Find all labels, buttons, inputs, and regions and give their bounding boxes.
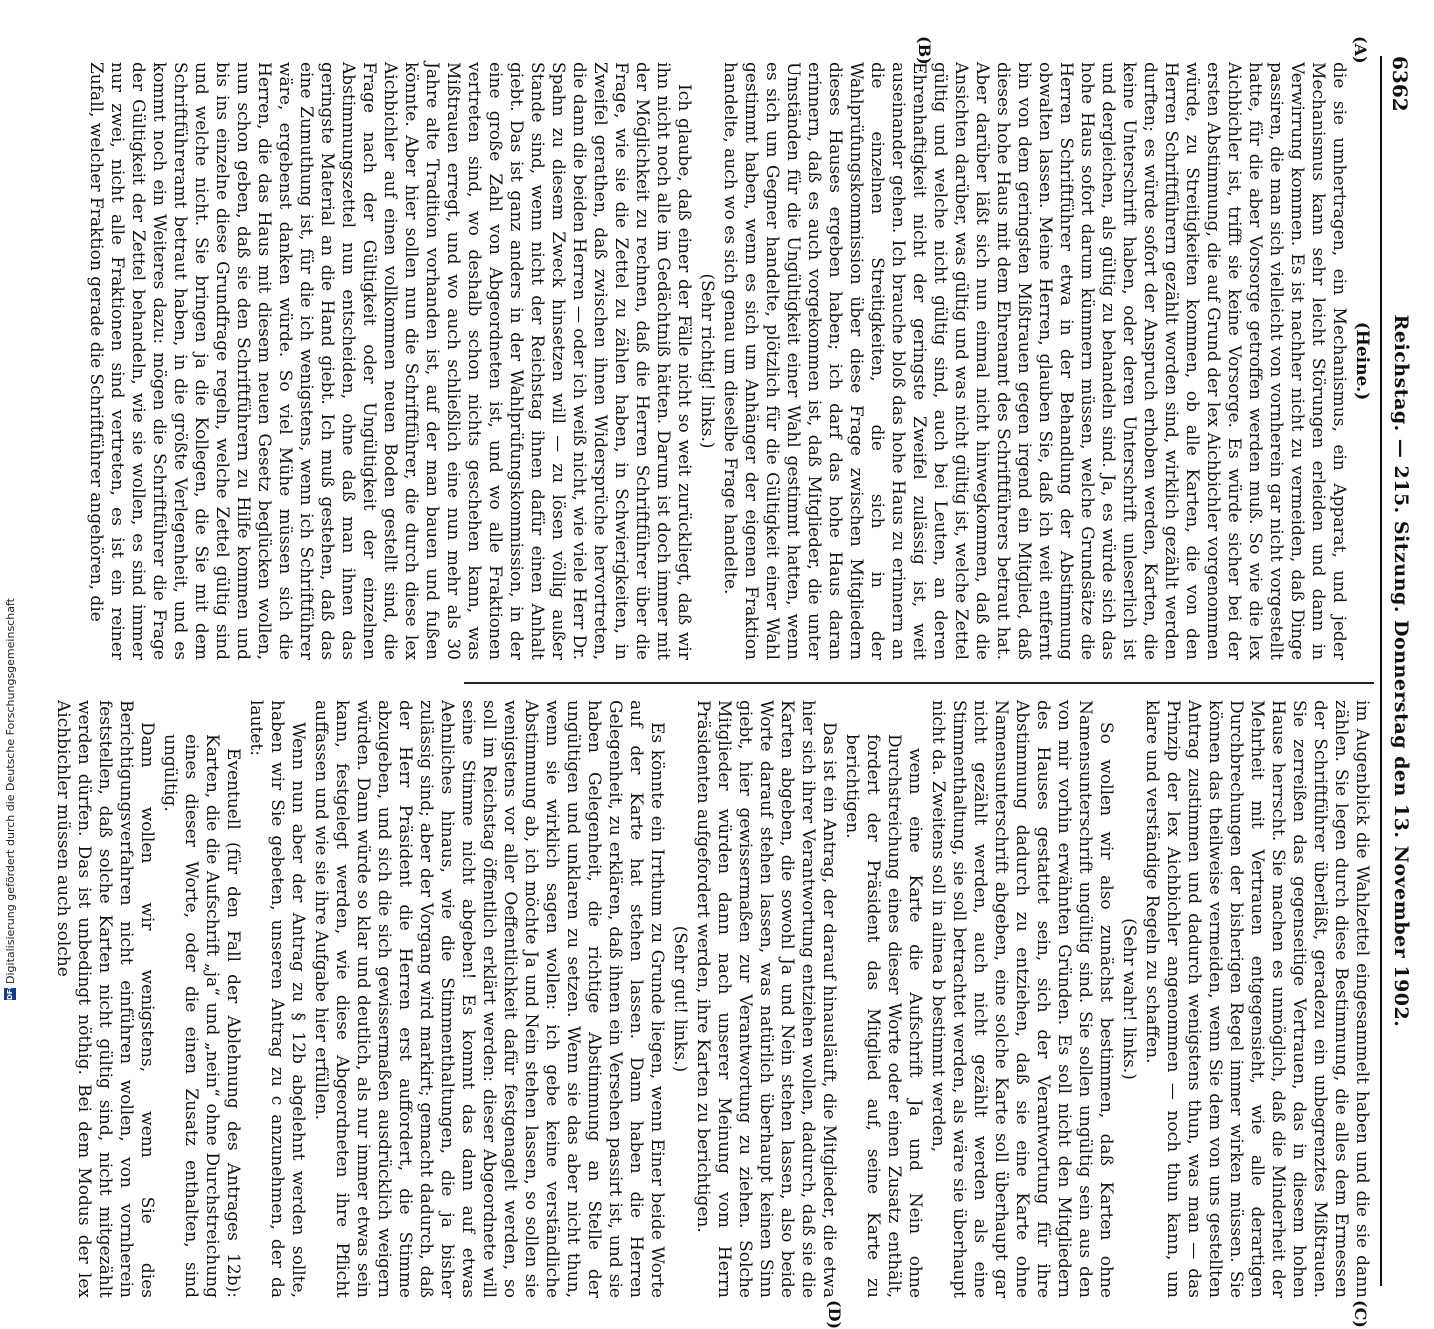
right-column <box>53 700 1372 1298</box>
margin-marker-c: (C) <box>1351 1300 1370 1328</box>
paragraph: Ich glaube, daß einer der Fälle nicht so weit zurückliegt, daß wir ihn nicht noch alle im Gedächtniß hätten. Darum ist doch immer mit der Möglichkeit zu rechnen, daß die Herren Schriftführer über die Frage, wie sie die Zettel zu zählen haben, in Schwierigkeiten, in Zweifel gerathen, daß zwischen ihnen Widersprüche hervortreten, die dann die beiden Herren — oder ich weiß nicht, wie viele Herr Dr. Spahn zu diesem Zweck hinsetzen will — zu lösen völlig außer Stande sind, wenn nicht der Reichstag ihnen dafür einen Anhalt giebt. Das ist ganz anders in der Wahlprüfungskommission, in der eine große Zahl von Abgeordneten ist, und wo alle Fraktionen vertreten sind, wo deshalb schon nichts geschehen kann, was Mißtrauen erregt, und wo auch schließlich eine nun mehr als 30 Jahre alte Tradition vorhanden ist, auf der man bauen und fußen könnte. Aber hier sollen nun die Schriftführer, die durch diese lex Aichbichler auf einen vollkommen neuen Boden gestellt sind, die Frage nach der Gültigkeit oder Ungültigkeit der einzelnen Abstimmungszettel nun entscheiden, ohne daß man ihnen das geringste Material an die Hand giebt. Ich muß gestehen, daß das eine Zumuthung ist, für die ich wenigstens, wenn ich Schriftführer wäre, ergebenst danken würde. So viel Mühe müssen sich die Herren, die das Haus mit diesem neuen Gesetz beglücken wollen, nun schon geben, daß sie den Schriftführern zu Hilfe kommen und bis ins einzelne diese Grundfrage regeln, welche Zettel gültig sind und welche nicht. Sie bringen ja die Kollegen, die Sie mit dem Schriftführeramt betraut haben, in die größte Verlegenheit, und es kommt noch ein Weiteres dazu: mögen die Schriftführer die Frage der Gültigkeit der Zettel behandeln, wie sie wollen, es sind immer nur zwei, nicht alle Fraktionen sind vertreten, es ist ein reiner Zufall, welcher Fraktion gerade die Schriftführer angehören, die <box>86 62 694 660</box>
footer-text: Digitalisierung gefördert durch die Deutsche Forschungsgemeinschaft <box>4 598 17 984</box>
interjection: (Sehr richtig! links.) <box>697 273 717 449</box>
margin-marker-d: (D) <box>825 1300 844 1329</box>
margin-marker-a: (A) <box>1351 36 1370 64</box>
dfg-logo: DFG <box>6 983 14 1000</box>
column-divider <box>464 682 1374 684</box>
interjection: (Sehr gut! links.) <box>670 925 690 1073</box>
paragraph: Es könnte ein Irrthum zu Grunde liegen, wenn Einer beide Worte auf der Karte hat stehen lassen. Dann haben die Herren Gelegenheit, zu erklären, daß ihnen ein Versehen passirt ist, und sie haben Gelegenheit, die richtige Abstimmung an Stelle der ungültigen und unklaren zu setzen. Wenn sie das aber nicht thun, wenn sie wirklich sagen wollen: ich gebe keine verständliche Abstimmung ab, ich möchte Ja und Nein stehen lassen, so sollen sie wenigstens vor aller Oeffentlichkeit dafür festgenagelt werden, so soll im Reichstag öffentlich erklärt werden: dieser Abgeordnete will seine Stimme nicht abgeben! Es kommt das dann auf etwas Aehnliches hinaus, wie die Stimmenthaltungen, die ja bisher zulässig sind; aber der Vorgang wird markirt; gemacht dadurch, daß der Herr Präsident die Herren erst auffordert, die Stimme abzugeben, und sich die sich gewissermaßen ausdrücklich weigern würden. Dann würde so klar und deutlich, als nur immer etwas sein kann, festgelegt werden, wie diese Abgeordneten ihre Pflicht auffassen und wie sie ihre Aufgabe hier erfüllen. <box>311 700 667 1298</box>
speaker-name: (Heine.) <box>1352 321 1372 401</box>
header-rule <box>1380 56 1382 1286</box>
quoted-motion: wenn eine Karte die Aufschrift Ja und Nein ohne Durchstreichung eines dieser Worte oder einen Zusatz enthält, fordert der Präsident das Mitglied auf, seine Karte zu berichtigen. <box>842 734 925 1298</box>
paragraph: Das ist ein Antrag, der darauf hinausläuft, die Mitglieder, die etwa hier sich ihrer Verantwortung entziehen wollen, dadurch, daß sie die Karten abgeben, die sowohl Ja und Nein stehen lassen, also beide Worte darauf stehen lassen, was natürlich überhaupt keinen Sinn giebt, hier gewissermaßen zur Verantwortung zu ziehen. Solche Mitglieder würden dann nach unserer Meinung vom Herrn Präsidenten aufgefordert werden, ihre Karten zu berichtigen. <box>693 700 839 1298</box>
paragraph: Wenn nun aber der Antrag zu § 12b abgelehnt werden sollte, haben wir Sie gebeten, unseren Antrag zu c anzunehmen, der da lautet: <box>246 700 308 1298</box>
digitization-footer <box>0 0 22 1000</box>
paragraph: Dann wollen wir wenigstens, wenn Sie dies Berichtigungsverfahren nicht einführen wollen, von vornherein feststellen, daß solche Karten nicht gültig sind, nicht mitgezählt werden dürfen. Das ist unbedingt nöthig. Bei dem Modus der lex Aichbichler müssen auch solche <box>53 700 157 1298</box>
paragraph: die sie umhertragen, ein Mechanismus, ein Apparat, und jeder Mechanismus kann sehr leicht Störungen erleiden und dann in Verwirrung kommen. Es ist nachher nicht zu vermeiden, daß Dinge passiren, die man sich vielleicht von vornherein gar nicht vorgestellt hatte, für die aber Vorsorge getroffen werden muß. So wie die lex Aichbichler ist, trifft sie keine Vorsorge. Es würde sicher bei der ersten Abstimmung, die auf Grund der lex Aichbichler vorgenommen würde, zu Streitigkeiten kommen, ob alle Karten, die von den Herren Schriftführern gezählt worden sind, wirklich gezählt werden durften; es würde sofort der Anspruch erhoben werden, Karten, die keine Unterschrift haben, oder deren Unterschrift unleserlich ist und dergleichen, als gültig zu behandeln sind. Ja, es würde sich das hohe Haus sofort darum kümmern müssen, welche Grundsätze die Herren Schriftführer etwa in der Behandlung der Abstimmung obwalten lassen. Meine Herren, glauben Sie, daß ich weit entfernt bin von dem geringsten Mißtrauen gegen irgend ein Mitglied, daß dieses hohe Haus mit dem Ehrenamt des Schriftführers betraut hat. Aber darüber läßt sich nun einmal nicht hinwegkommen, daß die Ansichten darüber, was gültig und was nicht gültig ist, welche Zettel gültig und welche nicht gültig sind, auch bei Leuten, an deren Ehrenhaftigkeit nicht der geringste Zweifel zulässig ist, weit auseinander gehen. Ich brauche bloß das hohe Haus zu erinnern an die einzelnen Streitigkeiten, die sich in der Wahlprüfungskommission über diese Frage zwischen Mitgliedern dieses Hauses ergeben haben; ich darf das hohe Haus daran erinnern, daß es auch vorgekommen ist, daß Mitglieder, die unter Umständen für die Ungültigkeit einer Wahl gestimmt hatten, wenn es sich um Gegner handelte, plötzlich für die Gültigkeit einer Wahl gestimmt haben, wenn es sich um Anhänger der eigenen Fraktion handelte, auch wo es sich genau um dieselbe Frage handelte. <box>720 62 1349 660</box>
page-title: Reichstag. — 215. Sitzung. Donnerstag den 13. November 1902. <box>1390 314 1412 1028</box>
page-header <box>1384 56 1414 1286</box>
left-column <box>86 62 1372 660</box>
margin-marker-b: (B) <box>915 36 934 65</box>
quoted-motion: Eventuell (für den Fall der Ablehnung des Antrages 12b): Karten, die die Aufschrift „ja“ und „nein“ ohne Durchstreichung eines dieser Worte, oder die einen Zusatz enthalten, sind ungültig. <box>160 734 243 1298</box>
paragraph: So wollen wir also zunächst bestimmen, daß Karten ohne Namensunterschrift ungültig sind. Sie sollen ungültig sein aus den von mir vorhin erwähnten Gründen. Es soll nicht den Mitgliedern des Hauses gestattet sein, sich der Verantwortung für ihre Abstimmung dadurch zu entziehen, daß sie eine Karte ohne Namensunterschrift abgeben, eine solche Karte soll überhaupt gar nicht gezählt werden, auch nicht gezählt werden als eine Stimmenthaltung, sie soll betrachtet werden, als wäre sie überhaupt nicht da. Zweitens soll in alinea b bestimmt werden, <box>928 700 1116 1298</box>
interjection: (Sehr wahr! links.) <box>1119 918 1139 1080</box>
page-number: 6362 <box>1388 56 1412 112</box>
paragraph: im Augenblick die Wahlzettel eingesammelt haben und die sie dann zählen. Sie legen durch diese Bestimmung, die alles dem Ermessen der Schriftführer überläßt, geradezu ein unbegrenztes Mißtrauen. Sie zerreißen das gegenseitige Vertrauen, das in diesem hohen Hause herrscht. Sie machen es unmöglich, daß die Minderheit der Mehrheit mit Vertrauen entgegensieht, wie alle derartigen Durchbrechungen der bisherigen Regel immer wirken müssen. Sie können das theilweise vermeiden, wenn Sie dem von uns gestellten Antrag zustimmen und dadurch wenigstens thun, was man — das Prinzip der lex Aichbichler angenommen — noch thun kann, um klare und verständige Regeln zu schaffen. <box>1142 700 1372 1298</box>
